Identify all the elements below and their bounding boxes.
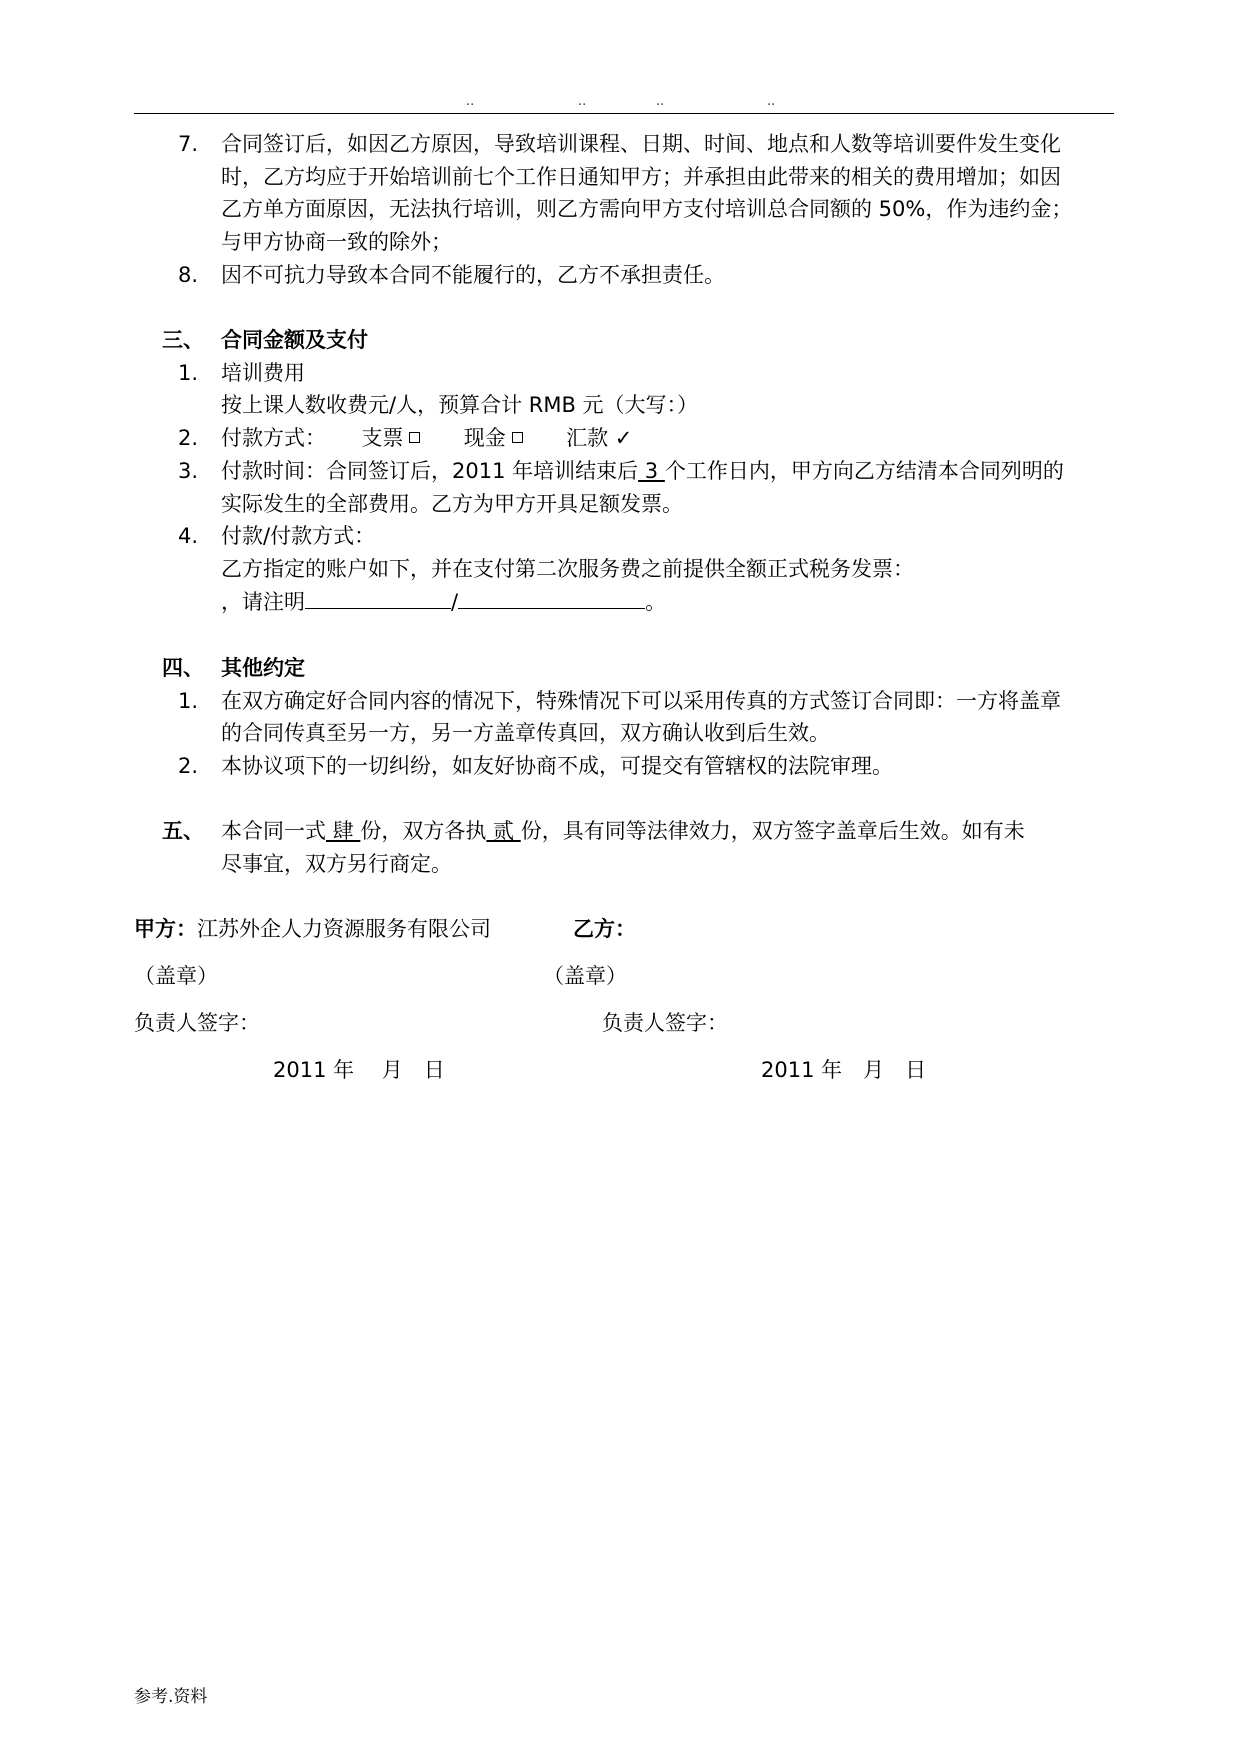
- clause-7-line-1: 合同签订后，如因乙方原因，导致培训课程、日期、时间、地点和人数等培训要件发生变化: [221, 132, 1061, 156]
- party-a-date: 2011 年 月 日: [273, 1058, 445, 1082]
- payment-option-check-label: 支票: [361, 426, 404, 450]
- clause-7-number: 7.: [178, 132, 199, 156]
- s4-item-1-line-2: 的合同传真至另一方，另一方盖章传真回，双方确认收到后生效。: [221, 721, 830, 745]
- party-b-sign: 负责人签字：: [602, 1011, 728, 1035]
- section-3-number: 三、: [162, 328, 204, 352]
- clause-8-text: 因不可抗力导致本合同不能履行的，乙方不承担责任。: [221, 263, 725, 287]
- s4-item-1-line-1: 在双方确定好合同内容的情况下，特殊情况下可以采用传真的方式签订合同即：一方将盖章: [221, 689, 1061, 713]
- clause-7-line-3: 乙方单方面原因，无法执行培训，则乙方需向甲方支付培训总合同额的 50%，作为违约金；: [221, 197, 1073, 221]
- s3-item-3-number: 3.: [178, 459, 199, 483]
- account-blank-2: [458, 586, 645, 609]
- footer-text: 参考.资料: [134, 1687, 208, 1707]
- account-separator: /: [451, 590, 459, 614]
- s3-item-3-line-1: [221, 455, 1064, 487]
- party-a-name: 江苏外企人力资源服务有限公司: [197, 917, 491, 941]
- copies-post: 份，具有同等法律效力，双方签字盖章后生效。如有未: [520, 819, 1025, 843]
- account-note-end: 。: [645, 590, 667, 614]
- header-rule: [134, 113, 1114, 114]
- party-a-seal: （盖章）: [134, 964, 218, 988]
- checkbox-cash: [512, 432, 523, 443]
- payment-time-post: 个工作日内，甲方向乙方结清本合同列明的: [664, 459, 1064, 483]
- s3-item-2-payment-method: [221, 422, 632, 454]
- header-dot-3: ..: [656, 94, 665, 109]
- section-3-title: 合同金额及支付: [221, 328, 368, 352]
- payment-time-pre: 付款时间：合同签订后，2011 年培训结束后: [221, 459, 639, 483]
- party-a-label: 甲方：: [134, 917, 197, 941]
- s3-item-4-title: 付款/付款方式：: [221, 524, 376, 548]
- s3-item-1-detail: 按上课人数收费元/人，预算合计 RMB 元（大写：）: [221, 393, 699, 417]
- party-a-row: [134, 913, 491, 945]
- copies-total-value: 肆: [326, 819, 361, 843]
- checkbox-check: [409, 432, 420, 443]
- s4-item-1-number: 1.: [178, 689, 199, 713]
- s3-item-1-title: 培训费用: [221, 361, 305, 385]
- s3-item-2-number: 2.: [178, 426, 199, 450]
- header-dot-1: ..: [466, 94, 475, 109]
- s4-item-2-number: 2.: [178, 754, 199, 778]
- s3-item-4-number: 4.: [178, 524, 199, 548]
- section-5-line-1: [221, 815, 1025, 847]
- copies-each-value: 贰: [486, 819, 521, 843]
- clause-7-line-2: 时，乙方均应于开始培训前七个工作日通知甲方；并承担由此带来的相关的费用增加；如因: [221, 165, 1061, 189]
- section-5-line-2: 尽事宜，双方另行商定。: [221, 852, 452, 876]
- header-dot-4: ..: [767, 94, 776, 109]
- party-a-sign: 负责人签字：: [134, 1011, 260, 1035]
- party-b-seal: （盖章）: [543, 964, 627, 988]
- account-blank-1: [305, 586, 451, 609]
- clause-7-line-4: 与甲方协商一致的除外；: [221, 230, 452, 254]
- section-4-number: 四、: [162, 656, 204, 680]
- copies-pre: 本合同一式: [221, 819, 326, 843]
- payment-option-cash-label: 现金: [463, 426, 506, 450]
- party-b-date: 2011 年 月 日: [761, 1058, 927, 1082]
- s3-item-1-number: 1.: [178, 361, 199, 385]
- s3-item-4-line-2: 乙方指定的账户如下，并在支付第二次服务费之前提供全额正式税务发票：: [221, 557, 914, 581]
- section-4-title: 其他约定: [221, 656, 305, 680]
- s4-item-2-text: 本协议项下的一切纠纷，如友好协商不成，可提交有管辖权的法院审理。: [221, 754, 893, 778]
- clause-8-number: 8.: [178, 263, 199, 287]
- s3-item-3-line-2: 实际发生的全部费用。乙方为甲方开具足额发票。: [221, 492, 683, 516]
- party-b-label: 乙方：: [573, 917, 636, 941]
- copies-mid: 份，双方各执: [360, 819, 487, 843]
- payment-days-value: 3: [638, 459, 665, 483]
- s3-item-4-line-3: [221, 586, 666, 618]
- section-5-number: 五、: [162, 819, 204, 843]
- account-note-label: ，请注明: [221, 590, 305, 614]
- payment-option-transfer-label: 汇款 ✓: [566, 426, 633, 450]
- payment-method-label: 付款方式：: [221, 426, 326, 450]
- header-dot-2: ..: [578, 94, 587, 109]
